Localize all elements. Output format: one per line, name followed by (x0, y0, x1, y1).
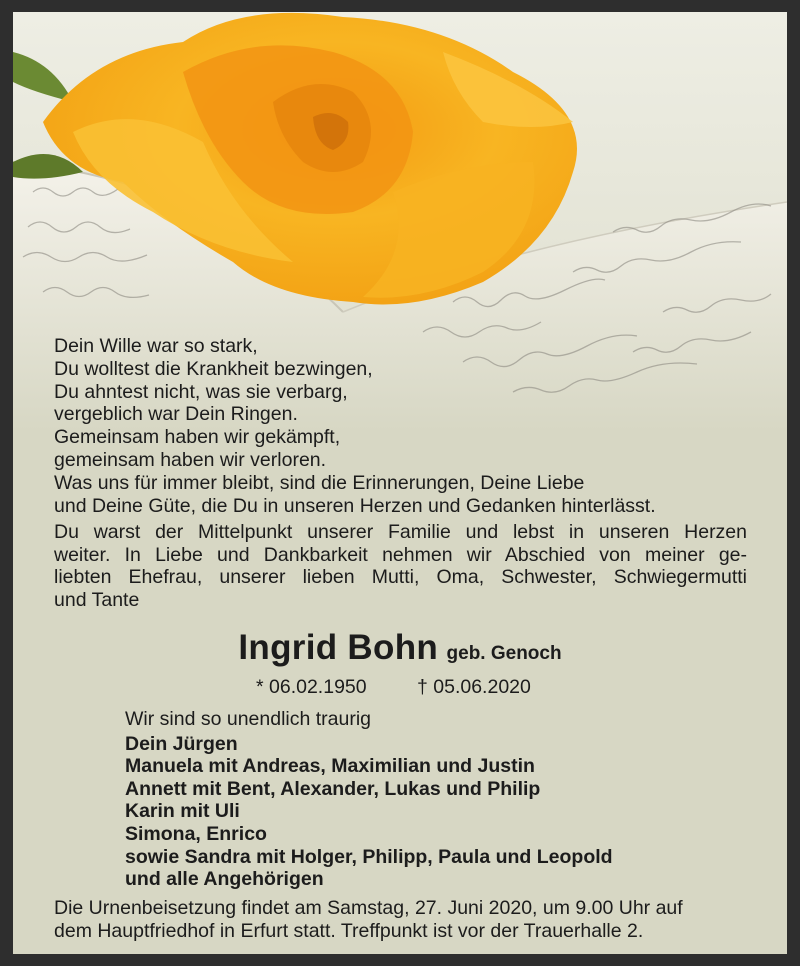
mourner-line: und alle Angehörigen (125, 868, 324, 891)
mourners-block (125, 708, 745, 891)
paragraph-line: weiter. In Liebe und Dankbarkeit nehmen wir Abschied von meiner ge- (54, 543, 747, 566)
mourner-line: Dein Jürgen (125, 732, 238, 755)
poem-line: und Deine Güte, die Du in unseren Herzen und Gedanken hinterlässt. (54, 494, 656, 517)
birth-date: * 06.02.1950 (256, 676, 367, 698)
paragraph-line: und Tante (54, 588, 140, 611)
poem-line: gemeinsam haben wir verloren. (54, 448, 327, 471)
poem-line: Gemeinsam haben wir gekämpft, (54, 426, 341, 449)
mourner-line: Karin mit Uli (125, 800, 240, 823)
mourner-line: Simona, Enrico (125, 822, 267, 845)
poem-line: Du wolltest die Krankheit bezwingen, (54, 357, 373, 380)
poem-line: Was uns für immer bleibt, sind die Erinnerungen, Deine Liebe (54, 471, 585, 494)
paragraph-line: liebten Ehefrau, unserer lieben Mutti, Oma, Schwester, Schwiegermutti (54, 566, 747, 588)
mourner-line: sowie Sandra mit Holger, Philipp, Paula und Leopold (125, 845, 613, 868)
paragraph-line: Du warst der Mittelpunkt unserer Familie und lebst in unseren Herzen (54, 521, 747, 543)
death-date: † 05.06.2020 (417, 676, 531, 698)
obituary-notice (13, 12, 787, 954)
mourner-line: Annett mit Bent, Alexander, Lukas und Philip (125, 777, 541, 800)
deceased-name-line (13, 628, 787, 668)
poem-line: Du ahntest nicht, was sie verbarg, (54, 380, 348, 403)
mourners-intro: Wir sind so unendlich traurig (125, 708, 372, 730)
burial-line: dem Hauptfriedhof in Erfurt statt. Treffpunkt ist vor der Trauerhalle 2. (54, 919, 644, 942)
maiden-name: geb. Genoch (446, 643, 562, 664)
deceased-name: Ingrid Bohn (238, 628, 439, 667)
poem-line: vergeblich war Dein Ringen. (54, 403, 298, 426)
poem-line: Dein Wille war so stark, (54, 335, 258, 357)
burial-line: Die Urnenbeisetzung findet am Samstag, 27. Juni 2020, um 9.00 Uhr auf (54, 897, 683, 919)
poem (54, 335, 754, 517)
farewell-paragraph (54, 521, 747, 611)
mourner-line: Manuela mit Andreas, Maximilian und Justin (125, 755, 535, 778)
burial-info (54, 897, 754, 942)
